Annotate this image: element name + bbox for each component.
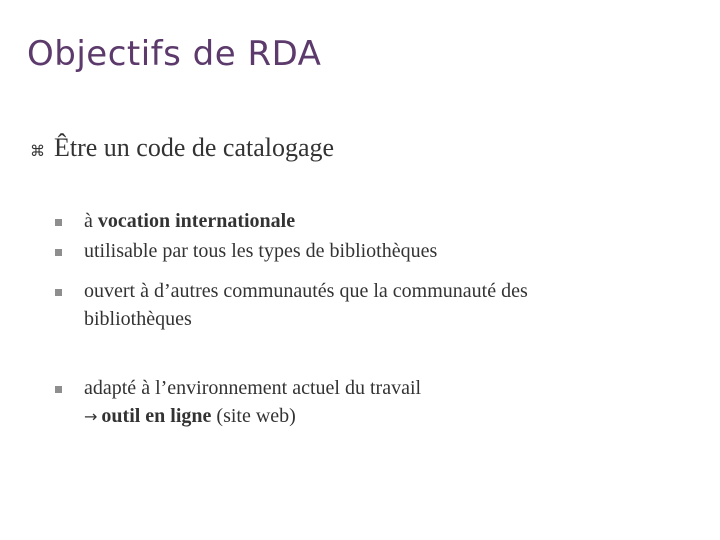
square-bullet-icon bbox=[55, 289, 62, 296]
sub-bullet-utilisable bbox=[55, 240, 655, 265]
arrow-right-icon: → bbox=[84, 407, 98, 426]
square-bullet-icon bbox=[55, 249, 62, 256]
sub-bullet-ouvert bbox=[55, 280, 655, 333]
command-key-icon: ⌘ bbox=[30, 142, 45, 160]
sub-bullet-text: à vocation internationale bbox=[84, 210, 296, 232]
sub-bullet-vocation bbox=[55, 210, 655, 235]
main-bullet-text: Être un code de catalogage bbox=[54, 133, 335, 162]
sub-bullet-text: adapté à l’environnement actuel du travail → outil en ligne (site web) bbox=[84, 377, 422, 427]
sub-bullet-adapte bbox=[55, 377, 655, 431]
square-bullet-icon bbox=[55, 386, 62, 393]
slide-title: Objectifs de RDA bbox=[27, 34, 322, 74]
square-bullet-icon bbox=[55, 219, 62, 226]
main-bullet bbox=[30, 133, 334, 163]
sub-bullet-text: utilisable par tous les types de bibliothèques bbox=[84, 240, 438, 262]
sub-bullet-text: ouvert à d’autres communautés que la communauté des bibliothèques bbox=[84, 280, 528, 330]
